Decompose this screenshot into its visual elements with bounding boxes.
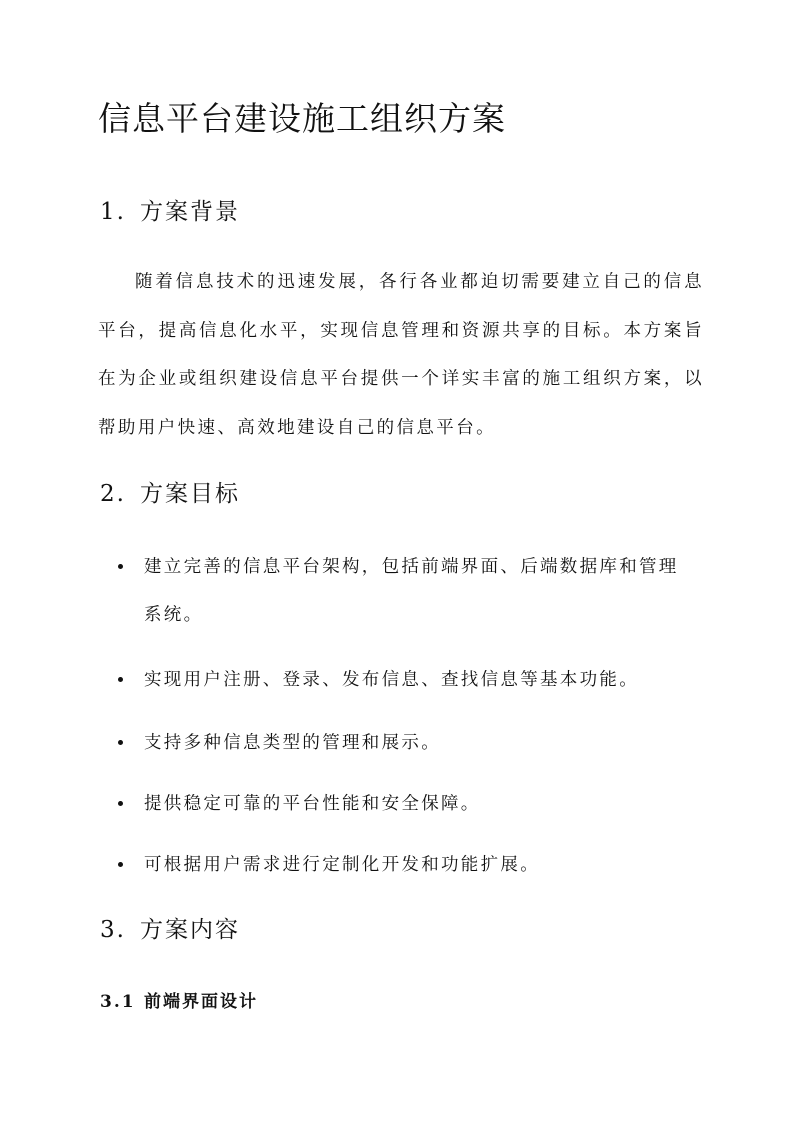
section-title: 方案目标 [140,481,240,507]
section-heading-content [100,914,240,946]
subsection-number: 3.1 [100,992,136,1012]
section-title: 方案背景 [140,199,240,225]
subsection-heading-frontend [100,990,258,1014]
section-heading-goals [100,478,240,510]
list-item [118,543,698,639]
background-paragraph: 随着信息技术的迅速发展，各行各业都迫切需要建立自己的信息平台，提高信息化水平，实现信息管理和资源共享的目标。本方案旨在为企业或组织建设信息平台提供一个详实丰富的施工组织方案，以帮助用户快速、高效地建设自己的信息平台。 [98,272,704,438]
section-number: 1. [100,199,126,225]
bullet-dot-icon [118,801,123,806]
section-heading-background [100,196,240,228]
bullet-dot-icon [118,564,123,569]
list-item-text: 支持多种信息类型的管理和展示。 [144,733,441,753]
bullet-dot-icon [118,677,123,682]
section-title: 方案内容 [140,917,240,943]
bullet-dot-icon [118,862,123,867]
list-item-text: 提供稳定可靠的平台性能和安全保障。 [144,794,481,814]
bullet-dot-icon [118,740,123,745]
list-item-text: 建立完善的信息平台架构，包括前端界面、后端数据库和管理系统。 [144,557,679,625]
list-item [118,656,698,704]
section-number: 3. [100,917,126,943]
document-title: 信息平台建设施工组织方案 [98,99,506,138]
subsection-title: 前端界面设计 [144,992,258,1012]
list-item [118,841,698,889]
list-item-text: 可根据用户需求进行定制化开发和功能扩展。 [144,855,540,875]
list-item [118,780,698,828]
section-number: 2. [100,481,126,507]
list-item [118,719,698,767]
list-item-text: 实现用户注册、登录、发布信息、查找信息等基本功能。 [144,670,639,690]
